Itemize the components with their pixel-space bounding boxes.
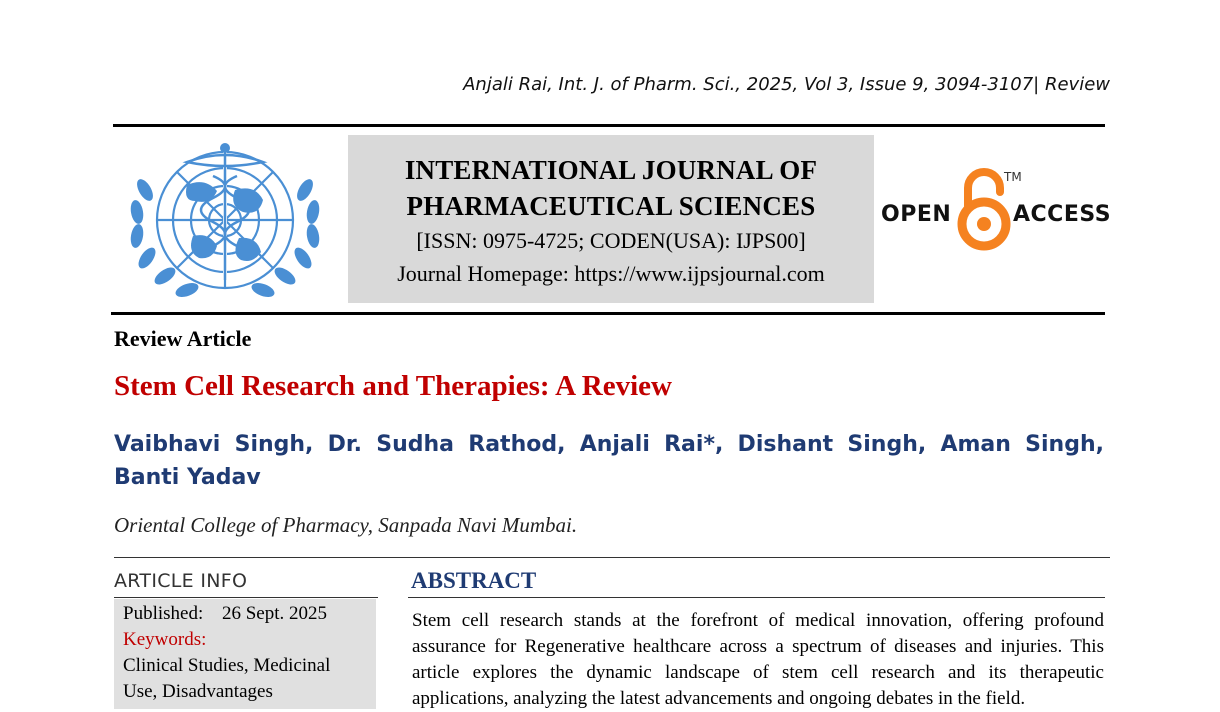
open-access-access-text: ACCESS xyxy=(1013,202,1112,227)
open-access-logo xyxy=(880,166,1112,252)
journal-masthead xyxy=(348,135,874,303)
open-access-open-text: OPEN xyxy=(881,202,952,227)
caduceus-globe-emblem-icon xyxy=(127,140,323,305)
journal-name-line-1: INTERNATIONAL JOURNAL OF xyxy=(404,155,818,185)
article-info-rule xyxy=(114,597,378,598)
masthead-bottom-rule xyxy=(111,312,1105,315)
author-list: Vaibhavi Singh, Dr. Sudha Rathod, Anjali Rai*, Dishant Singh, Aman Singh, Banti Yadav xyxy=(114,432,1104,490)
article-title: Stem Cell Research and Therapies: A Review xyxy=(114,370,672,402)
trademark-symbol: TM xyxy=(1004,170,1022,184)
published-label: Published: xyxy=(123,603,204,624)
abstract-rule xyxy=(408,597,1105,598)
article-info-heading: ARTICLE INFO xyxy=(114,570,248,592)
keywords-label: Keywords: xyxy=(123,629,207,650)
article-type: Review Article xyxy=(114,326,252,351)
affiliation-rule xyxy=(114,557,1110,558)
abstract-heading: ABSTRACT xyxy=(411,568,537,593)
top-rule xyxy=(113,124,1105,127)
published-date: 26 Sept. 2025 xyxy=(221,603,328,624)
article-info-box xyxy=(114,599,376,709)
journal-issn: [ISSN: 0975-4725; CODEN(USA): IJPS00] xyxy=(416,228,806,253)
author-affiliation: Oriental College of Pharmacy, Sanpada Navi Mumbai. xyxy=(114,513,578,537)
journal-name-line-2: PHARMACEUTICAL SCIENCES xyxy=(406,191,816,221)
journal-logo xyxy=(127,140,323,305)
keywords-list: Clinical Studies, Medicinal Use, Disadvantages xyxy=(123,655,331,702)
abstract-text: Stem cell research stands at the forefront of medical innovation, offering profound assurance for Regenerative healthcare across a spectrum of diseases and injuries. This article explores the dynamic landscape of stem cell research and its therapeutic applications, analyzing the latest advancements and ongoing debates in the field. xyxy=(412,610,1104,709)
journal-homepage: Journal Homepage: https://www.ijpsjournal.com xyxy=(397,261,825,286)
published-row xyxy=(123,601,367,627)
running-header: Anjali Rai, Int. J. of Pharm. Sci., 2025, Vol 3, Issue 9, 3094-3107| Review xyxy=(463,74,1110,95)
